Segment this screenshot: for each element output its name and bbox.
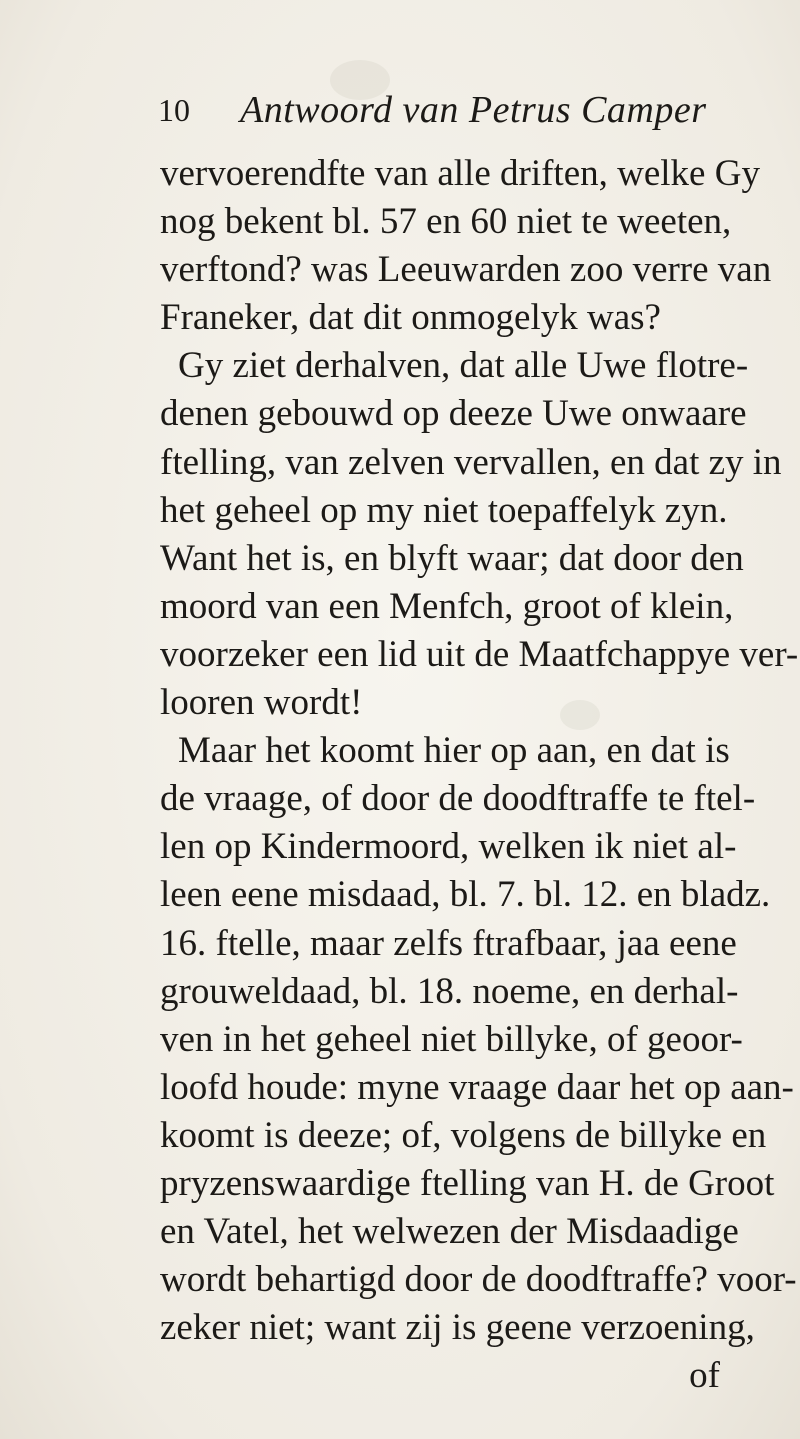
text-line: len op Kindermoord, welken ik niet al- — [160, 826, 737, 868]
text-line: ven in het geheel niet billyke, of geoor- — [160, 1018, 743, 1060]
text-line: looren wordt! — [160, 682, 363, 724]
running-head: Antwoord van Petrus Camper — [240, 89, 707, 131]
text-line: vervoerendfte van alle driften, welke Gy — [160, 153, 760, 194]
text-line: Franeker, dat dit onmogelyk was? — [160, 297, 661, 339]
catchword: of — [689, 1355, 720, 1397]
text-line: Maar het koomt hier op aan, en dat is — [178, 730, 730, 772]
text-line: ftelling, van zelven vervallen, en dat zy in — [160, 441, 782, 483]
text-line: het geheel op my niet toepaffelyk zyn. — [160, 489, 728, 531]
text-line: moord van een Menfch, groot of klein, — [160, 585, 734, 627]
text-line: voorzeker een lid uit de Maatfchappye ver- — [160, 633, 799, 675]
text-line: Gy ziet derhalven, dat alle Uwe flotre- — [178, 345, 749, 387]
text-line: de vraage, of door de doodftraffe te ftel- — [160, 778, 756, 820]
text-line: pryzenswaardige ftelling van H. de Groot — [160, 1162, 775, 1204]
text-line: koomt is deeze; of, volgens de billyke en — [160, 1114, 767, 1156]
text-line: wordt behartigd door de doodftraffe? voor- — [160, 1259, 797, 1301]
text-line: verftond? was Leeuwarden zoo verre van — [160, 249, 772, 291]
text-line: en Vatel, het welwezen der Misdaadige — [160, 1211, 739, 1253]
text-line: nog bekent bl. 57 en 60 niet te weeten, — [160, 201, 732, 243]
page-number: 10 — [158, 92, 190, 128]
body-text — [160, 150, 799, 1400]
text-line: grouweldaad, bl. 18. noeme, en derhal- — [160, 970, 739, 1012]
text-line: loofd houde: myne vraage daar het op aan- — [160, 1066, 794, 1108]
text-line: leen eene misdaad, bl. 7. bl. 12. en bladz. — [160, 874, 771, 916]
text-line: denen gebouwd op deeze Uwe onwaare — [160, 393, 747, 435]
text-line: Want het is, en blyft waar; dat door den — [160, 537, 744, 579]
page-header — [100, 88, 740, 138]
text-line: zeker niet; want zij is geene verzoening, — [160, 1307, 755, 1349]
text-line: 16. ftelle, maar zelfs ftrafbaar, jaa eene — [160, 922, 737, 964]
